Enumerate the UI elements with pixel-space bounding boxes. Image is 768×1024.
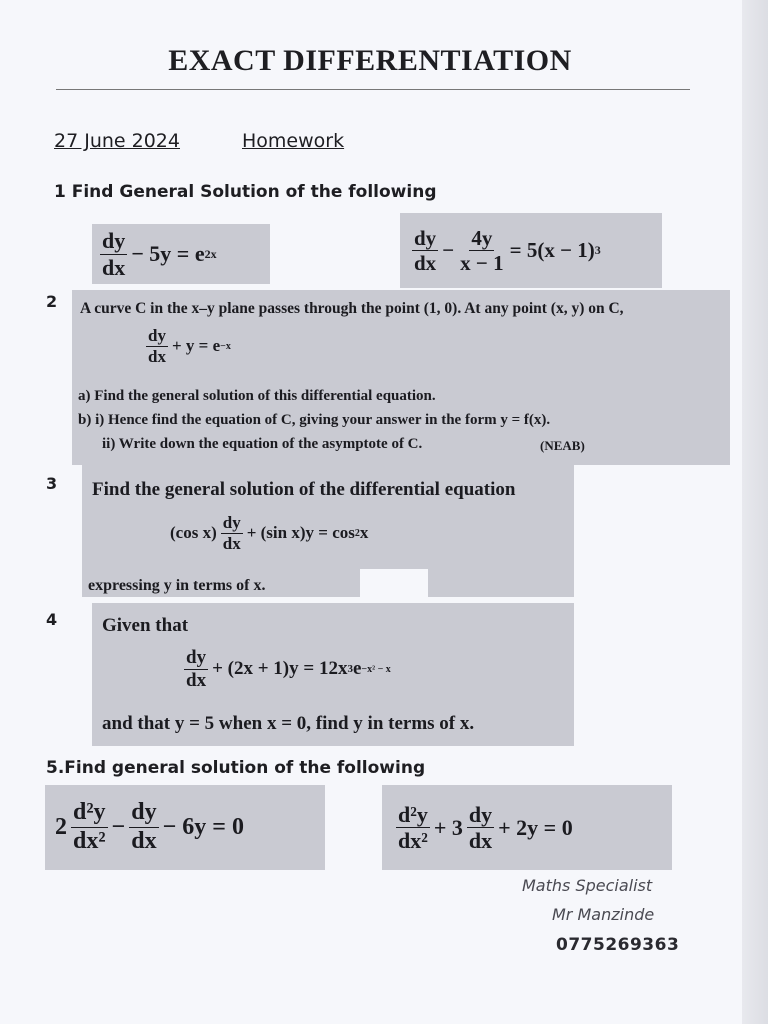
q5b-second-derivative (396, 802, 430, 854)
q4-tail: e (352, 658, 362, 680)
q2-derivative (146, 326, 168, 366)
q1b-rest: = 5(x − 1) (509, 238, 595, 262)
q3-dy: dy (222, 513, 241, 532)
q3-intro: Find the general solution of the differential equation (92, 479, 516, 500)
q4-exponent-2: −x² − x (361, 663, 391, 675)
q5b-plus: + 3 (433, 814, 463, 840)
q1b-fraction (458, 226, 505, 275)
q3-number: 3 (46, 474, 58, 493)
q1b-denominator: x − 1 (460, 251, 504, 275)
q3-tail: x (359, 523, 369, 543)
q4-derivative (184, 647, 208, 692)
q5b-rest: + 2y = 0 (498, 814, 573, 840)
q2-part-a: a) Find the general solution of this differential equation. (78, 388, 436, 404)
q1b-dx: dx (414, 251, 437, 275)
q2-rest: + y = e (171, 336, 221, 356)
q5a-rest: − 6y = 0 (162, 814, 244, 840)
q2-part-b-i: b) i) Hence find the equation of C, giving your answer in the form y = f(x). (78, 412, 551, 428)
q4-dx: dx (186, 669, 207, 691)
q2-number: 2 (46, 292, 58, 311)
q5-heading: 5.Find general solution of the following (46, 758, 426, 778)
homework-label: Homework (242, 130, 345, 152)
q1a-exponent: 2x (204, 246, 217, 261)
q2-equation (142, 326, 231, 366)
page-edge (742, 0, 768, 1024)
q3-box (82, 465, 574, 597)
q2-dy: dy (148, 326, 166, 345)
q4-box (92, 603, 574, 746)
q4-outro: and that y = 5 when x = 0, find y in terms of x. (102, 713, 475, 734)
signature-name: Mr Manzinde (552, 905, 655, 924)
q2-exponent: −x (220, 340, 231, 352)
page-title: EXACT DIFFERENTIATION (168, 44, 572, 77)
title-underline (56, 89, 690, 90)
q5a-dx2: dx² (73, 828, 106, 854)
q1-heading: 1 Find General Solution of the following (54, 182, 437, 202)
q1a-derivative (100, 228, 127, 280)
q5a-minus: − (111, 814, 126, 840)
q5-equation-a (45, 785, 325, 870)
q1b-dy: dy (414, 225, 437, 250)
q5a-d2y: d²y (71, 799, 108, 828)
q3-derivative (221, 513, 243, 553)
q3-exponent: 2 (354, 527, 360, 539)
q5b-d2y: d²y (398, 801, 428, 827)
q4-intro: Given that (102, 615, 189, 636)
q2-box (72, 290, 730, 465)
q1-equation-b (400, 213, 662, 288)
q4-rest: + (2x + 1)y = 12x (212, 658, 348, 680)
date-label: 27 June 2024 (54, 130, 180, 152)
q3-outro: expressing y in terms of x. (88, 577, 266, 594)
q5a-derivative (129, 799, 158, 855)
q1-equation-a (92, 224, 270, 284)
q1a-dx: dx (102, 254, 126, 280)
q5b-dx: dx (468, 828, 493, 853)
q5-equation-b (382, 785, 672, 870)
q5a-second-derivative (71, 799, 108, 855)
q4-number: 4 (46, 610, 58, 629)
q1b-exponent: 3 (594, 243, 601, 257)
q4-exponent: 3 (347, 663, 353, 676)
q3-blank-patch (360, 569, 428, 605)
q4-dy: dy (186, 647, 207, 668)
q3-rest: + (sin x)y = cos (246, 523, 355, 543)
q3-equation (170, 513, 368, 553)
q2-dx: dx (148, 346, 166, 366)
q2-part-b-ii: ii) Write down the equation of the asymptote of C. (102, 436, 423, 452)
q5b-dx2: dx² (398, 828, 428, 853)
q5a-coefficient: 2 (55, 814, 67, 840)
q2-intro: A curve C in the x–y plane passes through the point (1, 0). At any point (x, y) on C, (80, 300, 624, 317)
q3-left: (cos x) (170, 523, 217, 543)
q5b-derivative (467, 802, 494, 854)
q1b-numerator: 4y (471, 225, 493, 250)
q5a-dy: dy (129, 799, 158, 828)
signature-title: Maths Specialist (522, 876, 653, 895)
q1b-derivative (412, 226, 438, 275)
q4-equation (180, 647, 391, 692)
q1b-minus: − (442, 238, 455, 262)
q5b-dy: dy (468, 801, 493, 827)
signature-phone: 0775269363 (556, 935, 680, 955)
q1a-dy: dy (102, 228, 126, 254)
q3-dx: dx (222, 533, 241, 553)
q5a-dx: dx (131, 828, 157, 854)
q2-source: (NEAB) (540, 438, 585, 453)
q1a-rest: − 5y = e (131, 241, 205, 266)
